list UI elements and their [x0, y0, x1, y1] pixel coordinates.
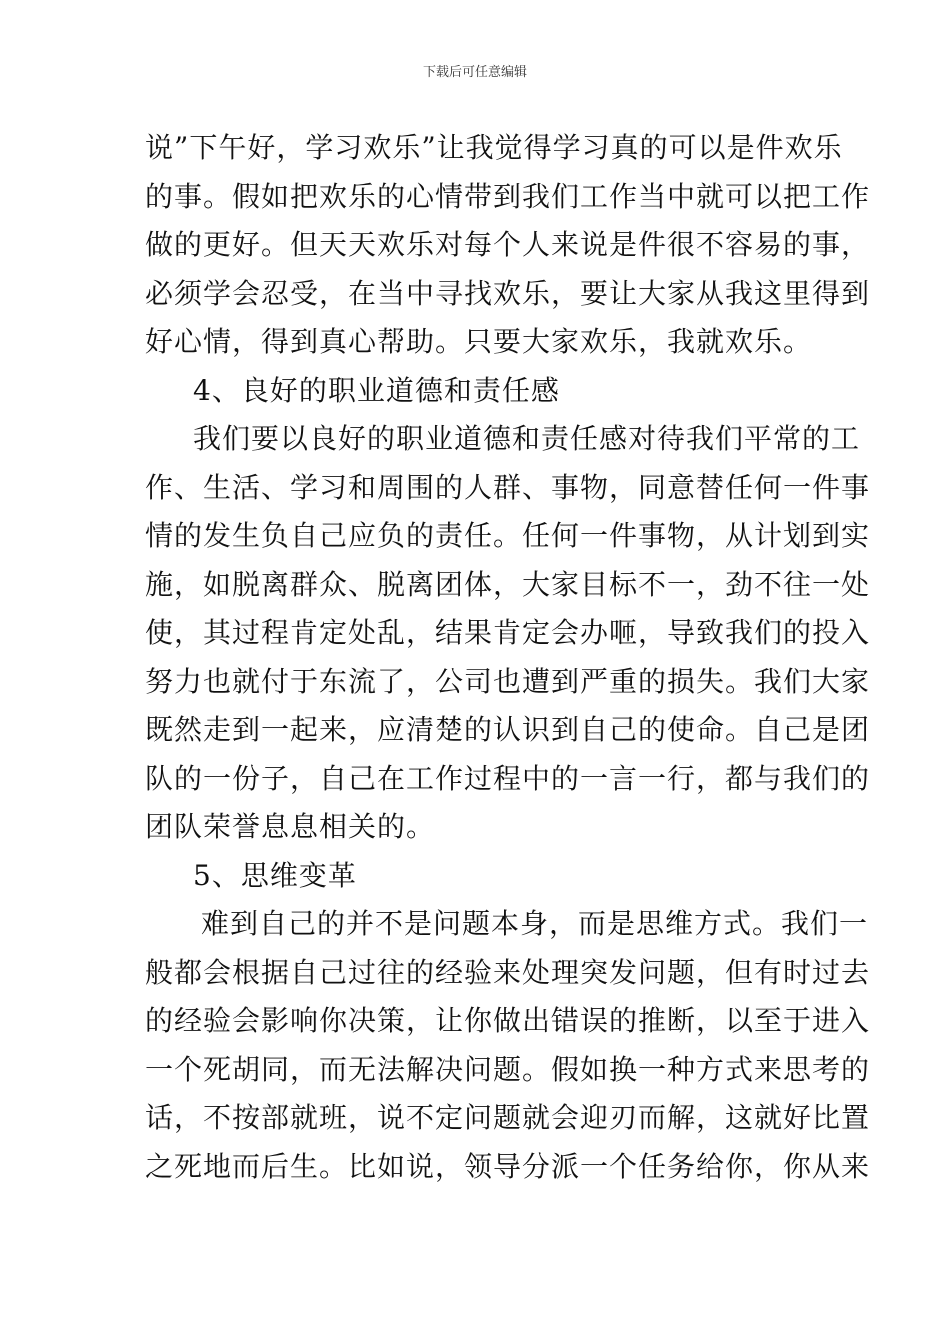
text-line: 做的更好。但天天欢乐对每个人来说是件很不容易的事， — [145, 228, 871, 261]
text-line: 的事。假如把欢乐的心情带到我们工作当中就可以把工作 — [145, 179, 871, 213]
text-line: 使，其过程肯定处乱，结果肯定会办咂，导致我们的投入 — [145, 616, 871, 649]
text-line: 话，不按部就班，说不定问题就会迎刃而解，这就好比置 — [145, 1101, 871, 1134]
document-body — [145, 124, 871, 1191]
section-heading-5: 5、思维变革 — [193, 858, 357, 892]
text-line: 既然走到一起来，应清楚的认识到自己的使命。自己是团 — [145, 713, 871, 746]
page-header: 下载后可任意编辑 — [422, 65, 527, 80]
text-line: 难到自己的并不是问题本身，而是思维方式。我们一 — [201, 907, 869, 940]
text-line: 我们要以良好的职业道德和责任感对待我们平常的工 — [193, 422, 861, 455]
text-line: 队的一份子，自己在工作过程中的一言一行，都与我们的 — [145, 761, 871, 795]
paragraph-ethics — [145, 415, 871, 852]
text-line: 团队荣誉息息相关的。 — [145, 810, 436, 843]
text-line: 作、生活、学习和周围的人群、事物，同意替任何一件事 — [145, 470, 871, 504]
text-line: 般都会根据自己过往的经验来处理突发问题，但有时过去 — [145, 955, 871, 989]
text-line: 努力也就付于东流了，公司也遭到严重的损失。我们大家 — [145, 664, 871, 698]
text-line: 的经验会影响你决策，让你做出错误的推断，以至于进入 — [145, 1004, 871, 1037]
paragraph-thinking — [145, 900, 871, 1191]
text-line: 一个死胡同，而无法解决问题。假如换一种方式来思考的 — [145, 1052, 871, 1086]
text-line: 情的发生负自己应负的责任。任何一件事物，从计划到实 — [145, 519, 871, 552]
text-line: 好心情，得到真心帮助。只要大家欢乐，我就欢乐。 — [145, 325, 813, 358]
text-line: 之死地而后生。比如说，领导分派一个任务给你，你从来 — [145, 1149, 871, 1183]
paragraph-continuation — [145, 124, 871, 367]
text-line: 施，如脱离群众、脱离团体，大家目标不一，劲不往一处 — [145, 567, 871, 601]
text-line: 必须学会忍受，在当中寻找欢乐，要让大家从我这里得到 — [145, 276, 871, 310]
section-heading-4: 4、良好的职业道德和责任感 — [193, 373, 560, 407]
text-line: 说”下午好，学习欢乐”让我觉得学习真的可以是件欢乐 — [145, 131, 843, 164]
